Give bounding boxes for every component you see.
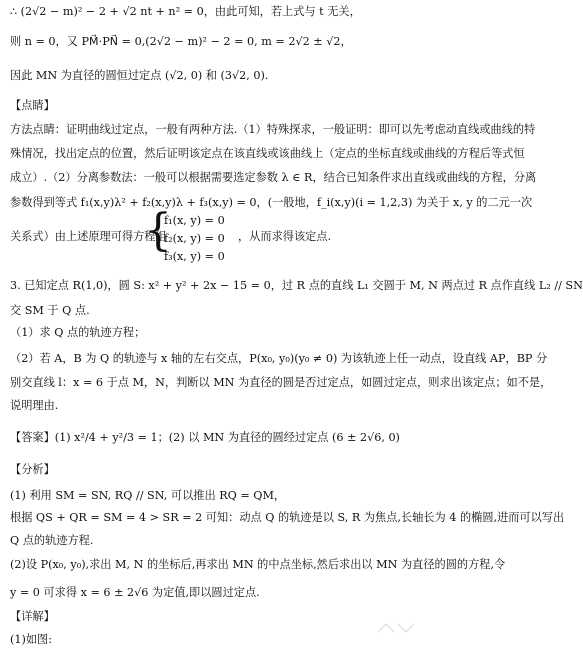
problem-statement: 别交直线 l：x = 6 于点 M，N，判断以 MN 为直径的圆是否过定点，如圆过定点，则求出该定点；如不是，: [10, 376, 552, 389]
text-line: 殊情况，找出定点的位置，然后证明该定点在该直线或该曲线上（定点的坐标直线或曲线的方程后等式恒: [10, 147, 525, 160]
text-line: 根据 QS + QR = SM = 4 > SR = 2 可知：动点 Q 的轨迹是以 S, R 为焦点,长轴长为 4 的椭圆,进而可以写出: [10, 511, 565, 524]
text-line: 关系式）由上述原理可得方程组: [10, 230, 167, 243]
section-heading: 【点睛】: [10, 99, 55, 112]
problem-statement: （1）求 Q 点的轨迹方程；: [10, 326, 146, 339]
equation-system-brace: {: [144, 205, 172, 256]
text-line: (1) 利用 SM = SN, RQ // SN, 可以推出 RQ = QM，: [10, 489, 286, 502]
text-line: ∴ (2√2 − m)² − 2 + √2 nt + n² = 0，由此可知，若上式与 t 无关，: [10, 5, 361, 18]
section-heading: 【分析】: [10, 463, 55, 476]
problem-statement: 说明理由.: [10, 399, 59, 412]
equation-system-row: f₂(x, y) = 0: [164, 232, 225, 245]
text-line: 参数得到等式 f₁(x,y)λ² + f₂(x,y)λ + f₃(x,y) = 0，(一般地，f_i(x,y)(i = 1,2,3) 为关于 x, y 的二元一次: [10, 196, 533, 209]
problem-statement: 交 SM 于 Q 点.: [10, 304, 90, 317]
text-line: 方法点睛：证明曲线过定点，一般有两种方法.（1）特殊探求，一般证明：即可以先考虑动直线或曲线的特: [10, 123, 536, 136]
watermark-icon: [376, 618, 416, 638]
text-line: Q 点的轨迹方程.: [10, 534, 94, 547]
equation-system-row: f₃(x, y) = 0: [164, 250, 225, 263]
problem-statement: （2）若 A，B 为 Q 的轨迹与 x 轴的左右交点，P(x₀, y₀)(y₀ ≠ 0) 为该轨迹上任一动点，设直线 AP，BP 分: [10, 352, 548, 365]
text-line: 则 n = 0，又 PM⃗·PN⃗ = 0,(2√2 − m)² − 2 = 0, m = 2√2 ± √2，: [10, 35, 352, 48]
text-line: ，从而求得该定点.: [238, 230, 332, 243]
text-line: 因此 MN 为直径的圆恒过定点 (√2, 0) 和 (3√2, 0).: [10, 69, 269, 82]
text-line: 成立）.（2）分离参数法：一般可以根据需要选定参数 λ ∈ R，结合已知条件求出直线或曲线的方程，分离: [10, 171, 537, 184]
equation-system-row: f₁(x, y) = 0: [164, 214, 225, 227]
text-line: (1)如图:: [10, 633, 52, 646]
text-line: (2)设 P(x₀, y₀),求出 M, N 的坐标后,再求出 MN 的中点坐标,然后求出以 MN 为直径的圆的方程,令: [10, 558, 506, 571]
text-line: y = 0 可求得 x = 6 ± 2√6 为定值,即以圆过定点.: [10, 586, 260, 599]
problem-statement: 3. 已知定点 R(1,0)，圆 S: x² + y² + 2x − 15 = 0，过 R 点的直线 L₁ 交圆于 M, N 两点过 R 点作直线 L₂ // SN: [10, 279, 583, 292]
section-heading: 【详解】: [10, 610, 55, 623]
answer-line: 【答案】(1) x²/4 + y²/3 = 1；(2) 以 MN 为直径的圆经过定点 (6 ± 2√6, 0): [10, 431, 400, 444]
